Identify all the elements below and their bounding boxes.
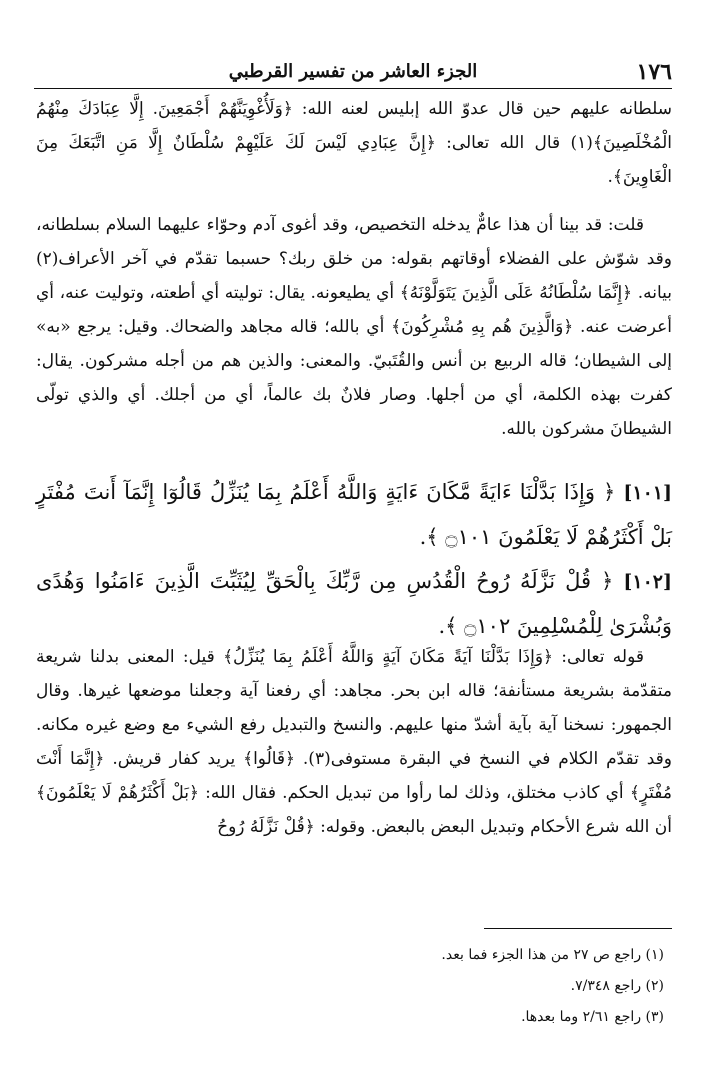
verse-text: ﴿ قُلْ نَزَّلَهُ رُوحُ الْقُدُسِ مِن رَّبِّكَ بِالْحَقِّ لِيُثَبِّتَ الَّذِينَ ءَامَنُوا وَهُدًى وَبُشْرَىٰ لِلْمُسْلِمِينَ ۝١٠٢ ﴾. — [36, 569, 672, 638]
page-header — [34, 58, 672, 86]
verse-text: ﴿ وَإِذَا بَدَّلْنَا ءَايَةً مَّكَانَ ءَايَةٍ وَاللَّهُ أَعْلَمُ بِمَا يُنَزِّلُ قَالُوٓا إِنَّمَآ أَنتَ مُفْتَرٍ بَلْ أَكْثَرُهُمْ لَا يَعْلَمُونَ ۝١٠١ ﴾. — [36, 480, 672, 549]
intro-paragraph: سلطانه عليهم حين قال عدوّ الله إبليس لعنه الله: ﴿وَلَأُغْوِيَنَّهُمْ أَجْمَعِينَ. إِلَّا عِبَادَكَ مِنْهُمُ الْمُخْلَصِينَ﴾(١) قال الله تعالى: ﴿إِنَّ عِبَادِي لَيْسَ لَكَ عَلَيْهِمْ سُلْطَانٌ إِلَّا مَنِ اتَّبَعَكَ مِنَ الْغَاوِينَ﴾. — [36, 99, 672, 187]
verse-number: [١٠٢] — [623, 571, 672, 593]
footnote-3: (٣) راجع ٢/٦١ وما بعدها. — [521, 1009, 664, 1025]
verse-101 — [36, 470, 672, 559]
commentary-paragraph: قلت: قد بينا أن هذا عامٌّ يدخله التخصيص، وقد أغوى آدم وحوّاء عليهما السلام بسلطانه، وقد شوّش على الفضلاء أوقاتهم بقوله: من خلق ربك؟ حسبما تقدّم في آخر الأعراف(٢) بيانه. ﴿إِنَّمَا سُلْطَانُهُ عَلَى الَّذِينَ يَتَوَلَّوْنَهُ﴾ أي يطيعونه. يقال: توليته أي أطعته، وتوليت عنه، أي أعرضت عنه. ﴿وَالَّذِينَ هُم بِهِ مُشْرِكُونَ﴾ أي بالله؛ قاله مجاهد والضحاك. وقيل: يرجع «به» إلى الشيطان؛ قاله الربيع بن أنس والقُتَبيّ. والمعنى: والذين هم من أجله مشركون. يقال: كفرت بهذه الكلمة، أي من أجلها. وصار فلانٌ بك عالماً، أي من أجلك. أي والذي تولّى الشيطانَ مشركون بالله. — [36, 215, 672, 439]
quran-verses — [36, 470, 672, 648]
footnote-1: (١) راجع ص ٢٧ من هذا الجزء فما بعد. — [441, 947, 664, 963]
verse-102 — [36, 559, 672, 648]
running-title: الجزء العاشر من تفسير القرطبي — [228, 61, 478, 82]
page-number: ١٧٦ — [636, 59, 672, 85]
tafsir-text — [36, 640, 672, 844]
tafsir-paragraph: قوله تعالى: ﴿وَإِذَا بَدَّلْنَا آيَةً مَكَانَ آيَةٍ وَاللَّهُ أَعْلَمُ بِمَا يُنَزِّلُ﴾ قيل: المعنى بدلنا شريعة متقدّمة بشريعة مستأنفة؛ قاله ابن بحر. مجاهد: أي رفعنا آية وجعلنا موضعها غيرها. وقال الجمهور: نسخنا آية بآية أشدّ منها عليهم. والنسخ والتبديل رفع الشيء مع وضع غيره مكانه. وقد تقدّم الكلام في النسخ في البقرة مستوفى(٣). ﴿قَالُوا﴾ يريد كفار قريش. ﴿إِنَّمَا أَنْتَ مُفْتَرٍ﴾ أي كاذب مختلق، وذلك لما رأوا من تبديل الحكم. فقال الله: ﴿بَلْ أَكْثَرُهُمْ لَا يَعْلَمُونَ﴾ أن الله شرع الأحكام وتبديل البعض بالبعض. وقوله: ﴿قُلْ نَزَّلَهُ رُوحُ — [36, 647, 672, 837]
footnote-rule — [484, 928, 672, 929]
footnotes — [36, 940, 664, 1033]
verse-number: [١٠١] — [623, 482, 672, 504]
footnote-2: (٢) راجع ٧/٣٤٨. — [570, 978, 664, 994]
main-text — [36, 92, 672, 446]
header-rule — [34, 88, 672, 89]
